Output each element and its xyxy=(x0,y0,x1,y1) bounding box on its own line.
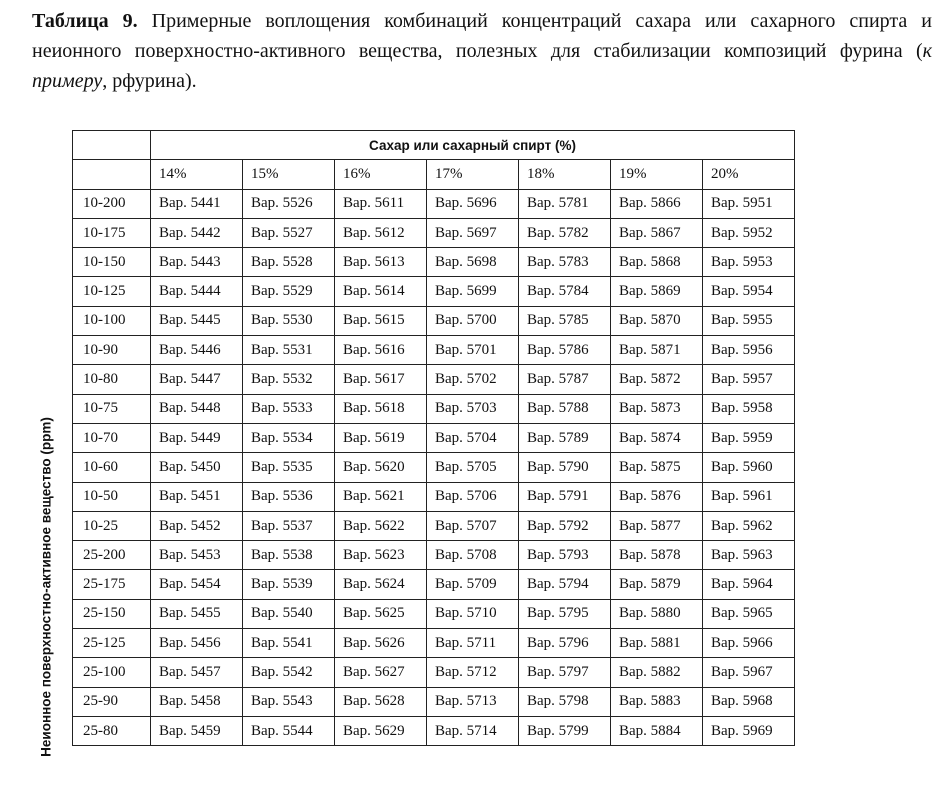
table-cell: Вар. 5442 xyxy=(151,218,243,247)
table-cell: Вар. 5611 xyxy=(335,189,427,218)
table-cell: Вар. 5441 xyxy=(151,189,243,218)
corner-cell-2 xyxy=(73,160,151,189)
table-cell: Вар. 5787 xyxy=(519,365,611,394)
table-cell: Вар. 5792 xyxy=(519,511,611,540)
table-cell: Вар. 5531 xyxy=(243,336,335,365)
table-cell: Вар. 5617 xyxy=(335,365,427,394)
table-cell: Вар. 5538 xyxy=(243,541,335,570)
row-label: 10-75 xyxy=(73,394,151,423)
table-cell: Вар. 5713 xyxy=(427,687,519,716)
table-cell: Вар. 5618 xyxy=(335,394,427,423)
table-cell: Вар. 5537 xyxy=(243,511,335,540)
table-cell: Вар. 5788 xyxy=(519,394,611,423)
column-header: 17% xyxy=(427,160,519,189)
table-cell: Вар. 5624 xyxy=(335,570,427,599)
table-cell: Вар. 5884 xyxy=(611,716,703,745)
table-cell: Вар. 5629 xyxy=(335,716,427,745)
table-cell: Вар. 5963 xyxy=(703,541,795,570)
table-cell: Вар. 5881 xyxy=(611,629,703,658)
table-cell: Вар. 5968 xyxy=(703,687,795,716)
caption-text-before: Примерные воплощения комбинаций концентраций сахара или сахарного спирта и неионного поверхностно-активного вещества, полезных для стабилизации композиций фурина ( xyxy=(32,10,932,62)
table-cell: Вар. 5536 xyxy=(243,482,335,511)
table-cell: Вар. 5965 xyxy=(703,599,795,628)
table-cell: Вар. 5961 xyxy=(703,482,795,511)
table-cell: Вар. 5880 xyxy=(611,599,703,628)
table-cell: Вар. 5714 xyxy=(427,716,519,745)
table-cell: Вар. 5453 xyxy=(151,541,243,570)
row-label: 25-125 xyxy=(73,629,151,658)
row-label: 10-25 xyxy=(73,511,151,540)
table-caption xyxy=(32,6,932,96)
table-cell: Вар. 5951 xyxy=(703,189,795,218)
table-cell: Вар. 5783 xyxy=(519,248,611,277)
row-label: 25-175 xyxy=(73,570,151,599)
table-cell: Вар. 5712 xyxy=(427,658,519,687)
table-cell: Вар. 5526 xyxy=(243,189,335,218)
table-cell: Вар. 5791 xyxy=(519,482,611,511)
table-cell: Вар. 5542 xyxy=(243,658,335,687)
table-cell: Вар. 5543 xyxy=(243,687,335,716)
table-cell: Вар. 5781 xyxy=(519,189,611,218)
table-cell: Вар. 5868 xyxy=(611,248,703,277)
row-label: 10-175 xyxy=(73,218,151,247)
table-cell: Вар. 5784 xyxy=(519,277,611,306)
table-cell: Вар. 5797 xyxy=(519,658,611,687)
table-cell: Вар. 5458 xyxy=(151,687,243,716)
table-cell: Вар. 5957 xyxy=(703,365,795,394)
row-label: 10-150 xyxy=(73,248,151,277)
table-row xyxy=(73,453,795,482)
table-cell: Вар. 5529 xyxy=(243,277,335,306)
table-cell: Вар. 5793 xyxy=(519,541,611,570)
table-cell: Вар. 5706 xyxy=(427,482,519,511)
table-cell: Вар. 5795 xyxy=(519,599,611,628)
table-cell: Вар. 5528 xyxy=(243,248,335,277)
table-cell: Вар. 5612 xyxy=(335,218,427,247)
table-cell: Вар. 5958 xyxy=(703,394,795,423)
row-label: 10-50 xyxy=(73,482,151,511)
table-cell: Вар. 5875 xyxy=(611,453,703,482)
table-cell: Вар. 5789 xyxy=(519,423,611,452)
table-cell: Вар. 5455 xyxy=(151,599,243,628)
table-cell: Вар. 5879 xyxy=(611,570,703,599)
row-label: 10-100 xyxy=(73,306,151,335)
table-cell: Вар. 5452 xyxy=(151,511,243,540)
table-cell: Вар. 5620 xyxy=(335,453,427,482)
table-cell: Вар. 5626 xyxy=(335,629,427,658)
table-cell: Вар. 5451 xyxy=(151,482,243,511)
table-cell: Вар. 5882 xyxy=(611,658,703,687)
table-cell: Вар. 5798 xyxy=(519,687,611,716)
table-cell: Вар. 5956 xyxy=(703,336,795,365)
table-row xyxy=(73,658,795,687)
table-cell: Вар. 5703 xyxy=(427,394,519,423)
table-row xyxy=(73,570,795,599)
row-axis-label: Неионное поверхностно-активное вещество (ppm) xyxy=(38,417,54,757)
table-cell: Вар. 5621 xyxy=(335,482,427,511)
table-cell: Вар. 5702 xyxy=(427,365,519,394)
table-cell: Вар. 5443 xyxy=(151,248,243,277)
column-header: 15% xyxy=(243,160,335,189)
table-cell: Вар. 5456 xyxy=(151,629,243,658)
table-cell: Вар. 5448 xyxy=(151,394,243,423)
caption-italic: к примеру xyxy=(32,40,932,92)
corner-cell xyxy=(73,131,151,160)
row-label: 10-80 xyxy=(73,365,151,394)
table-cell: Вар. 5874 xyxy=(611,423,703,452)
table-cell: Вар. 5450 xyxy=(151,453,243,482)
table-cell: Вар. 5705 xyxy=(427,453,519,482)
table-cell: Вар. 5870 xyxy=(611,306,703,335)
table-cell: Вар. 5872 xyxy=(611,365,703,394)
table-cell: Вар. 5544 xyxy=(243,716,335,745)
table-row xyxy=(73,687,795,716)
row-label: 10-90 xyxy=(73,336,151,365)
table-cell: Вар. 5539 xyxy=(243,570,335,599)
table-cell: Вар. 5960 xyxy=(703,453,795,482)
table-cell: Вар. 5696 xyxy=(427,189,519,218)
row-label: 25-150 xyxy=(73,599,151,628)
row-label: 10-60 xyxy=(73,453,151,482)
data-table xyxy=(72,130,795,746)
table-row xyxy=(73,629,795,658)
table-row xyxy=(73,541,795,570)
table-cell: Вар. 5796 xyxy=(519,629,611,658)
table-cell: Вар. 5699 xyxy=(427,277,519,306)
row-label: 25-200 xyxy=(73,541,151,570)
table-cell: Вар. 5615 xyxy=(335,306,427,335)
table-cell: Вар. 5532 xyxy=(243,365,335,394)
table-cell: Вар. 5877 xyxy=(611,511,703,540)
row-label: 25-100 xyxy=(73,658,151,687)
column-header-row xyxy=(73,160,795,189)
table-cell: Вар. 5628 xyxy=(335,687,427,716)
table-cell: Вар. 5700 xyxy=(427,306,519,335)
table-cell: Вар. 5867 xyxy=(611,218,703,247)
table-cell: Вар. 5447 xyxy=(151,365,243,394)
column-header: 19% xyxy=(611,160,703,189)
table-cell: Вар. 5622 xyxy=(335,511,427,540)
table-row xyxy=(73,277,795,306)
table-cell: Вар. 5527 xyxy=(243,218,335,247)
caption-text-after: , рфурина). xyxy=(102,70,197,92)
table-row xyxy=(73,336,795,365)
table-row xyxy=(73,394,795,423)
table-cell: Вар. 5710 xyxy=(427,599,519,628)
table-cell: Вар. 5708 xyxy=(427,541,519,570)
table-row xyxy=(73,248,795,277)
table-cell: Вар. 5445 xyxy=(151,306,243,335)
table-cell: Вар. 5967 xyxy=(703,658,795,687)
table-row xyxy=(73,423,795,452)
column-header: 16% xyxy=(335,160,427,189)
table-row xyxy=(73,306,795,335)
table-cell: Вар. 5964 xyxy=(703,570,795,599)
row-label: 10-125 xyxy=(73,277,151,306)
table-cell: Вар. 5962 xyxy=(703,511,795,540)
table-row xyxy=(73,716,795,745)
table-cell: Вар. 5955 xyxy=(703,306,795,335)
column-header: 14% xyxy=(151,160,243,189)
table-row xyxy=(73,189,795,218)
column-header: 18% xyxy=(519,160,611,189)
table-cell: Вар. 5457 xyxy=(151,658,243,687)
table-cell: Вар. 5869 xyxy=(611,277,703,306)
table-cell: Вар. 5449 xyxy=(151,423,243,452)
row-label: 10-70 xyxy=(73,423,151,452)
caption-label: Таблица 9. xyxy=(32,10,138,32)
table-cell: Вар. 5711 xyxy=(427,629,519,658)
table-cell: Вар. 5878 xyxy=(611,541,703,570)
table-cell: Вар. 5873 xyxy=(611,394,703,423)
table-cell: Вар. 5785 xyxy=(519,306,611,335)
table-cell: Вар. 5616 xyxy=(335,336,427,365)
group-header-row xyxy=(73,131,795,160)
table-cell: Вар. 5952 xyxy=(703,218,795,247)
table-row xyxy=(73,218,795,247)
table-cell: Вар. 5627 xyxy=(335,658,427,687)
table-cell: Вар. 5625 xyxy=(335,599,427,628)
table-cell: Вар. 5709 xyxy=(427,570,519,599)
table-cell: Вар. 5459 xyxy=(151,716,243,745)
table-cell: Вар. 5446 xyxy=(151,336,243,365)
table-cell: Вар. 5794 xyxy=(519,570,611,599)
table-cell: Вар. 5444 xyxy=(151,277,243,306)
table-cell: Вар. 5540 xyxy=(243,599,335,628)
table-body xyxy=(73,189,795,746)
table-cell: Вар. 5866 xyxy=(611,189,703,218)
table-cell: Вар. 5790 xyxy=(519,453,611,482)
table-cell: Вар. 5969 xyxy=(703,716,795,745)
table-cell: Вар. 5782 xyxy=(519,218,611,247)
table-cell: Вар. 5786 xyxy=(519,336,611,365)
table-cell: Вар. 5871 xyxy=(611,336,703,365)
table-row xyxy=(73,365,795,394)
table-cell: Вар. 5535 xyxy=(243,453,335,482)
table-cell: Вар. 5623 xyxy=(335,541,427,570)
table-cell: Вар. 5454 xyxy=(151,570,243,599)
table-cell: Вар. 5697 xyxy=(427,218,519,247)
table-cell: Вар. 5701 xyxy=(427,336,519,365)
table-cell: Вар. 5799 xyxy=(519,716,611,745)
row-label: 10-200 xyxy=(73,189,151,218)
table-row xyxy=(73,599,795,628)
column-header: 20% xyxy=(703,160,795,189)
row-label: 25-90 xyxy=(73,687,151,716)
table-row xyxy=(73,511,795,540)
table-cell: Вар. 5613 xyxy=(335,248,427,277)
row-label: 25-80 xyxy=(73,716,151,745)
table-cell: Вар. 5954 xyxy=(703,277,795,306)
table-cell: Вар. 5959 xyxy=(703,423,795,452)
table-cell: Вар. 5883 xyxy=(611,687,703,716)
table-cell: Вар. 5619 xyxy=(335,423,427,452)
table-cell: Вар. 5614 xyxy=(335,277,427,306)
table-cell: Вар. 5530 xyxy=(243,306,335,335)
table-cell: Вар. 5704 xyxy=(427,423,519,452)
table-cell: Вар. 5953 xyxy=(703,248,795,277)
table-cell: Вар. 5533 xyxy=(243,394,335,423)
table-cell: Вар. 5698 xyxy=(427,248,519,277)
table-cell: Вар. 5876 xyxy=(611,482,703,511)
column-group-header: Сахар или сахарный спирт (%) xyxy=(151,131,795,160)
table-cell: Вар. 5966 xyxy=(703,629,795,658)
table-cell: Вар. 5541 xyxy=(243,629,335,658)
table-cell: Вар. 5707 xyxy=(427,511,519,540)
table-row xyxy=(73,482,795,511)
table-cell: Вар. 5534 xyxy=(243,423,335,452)
